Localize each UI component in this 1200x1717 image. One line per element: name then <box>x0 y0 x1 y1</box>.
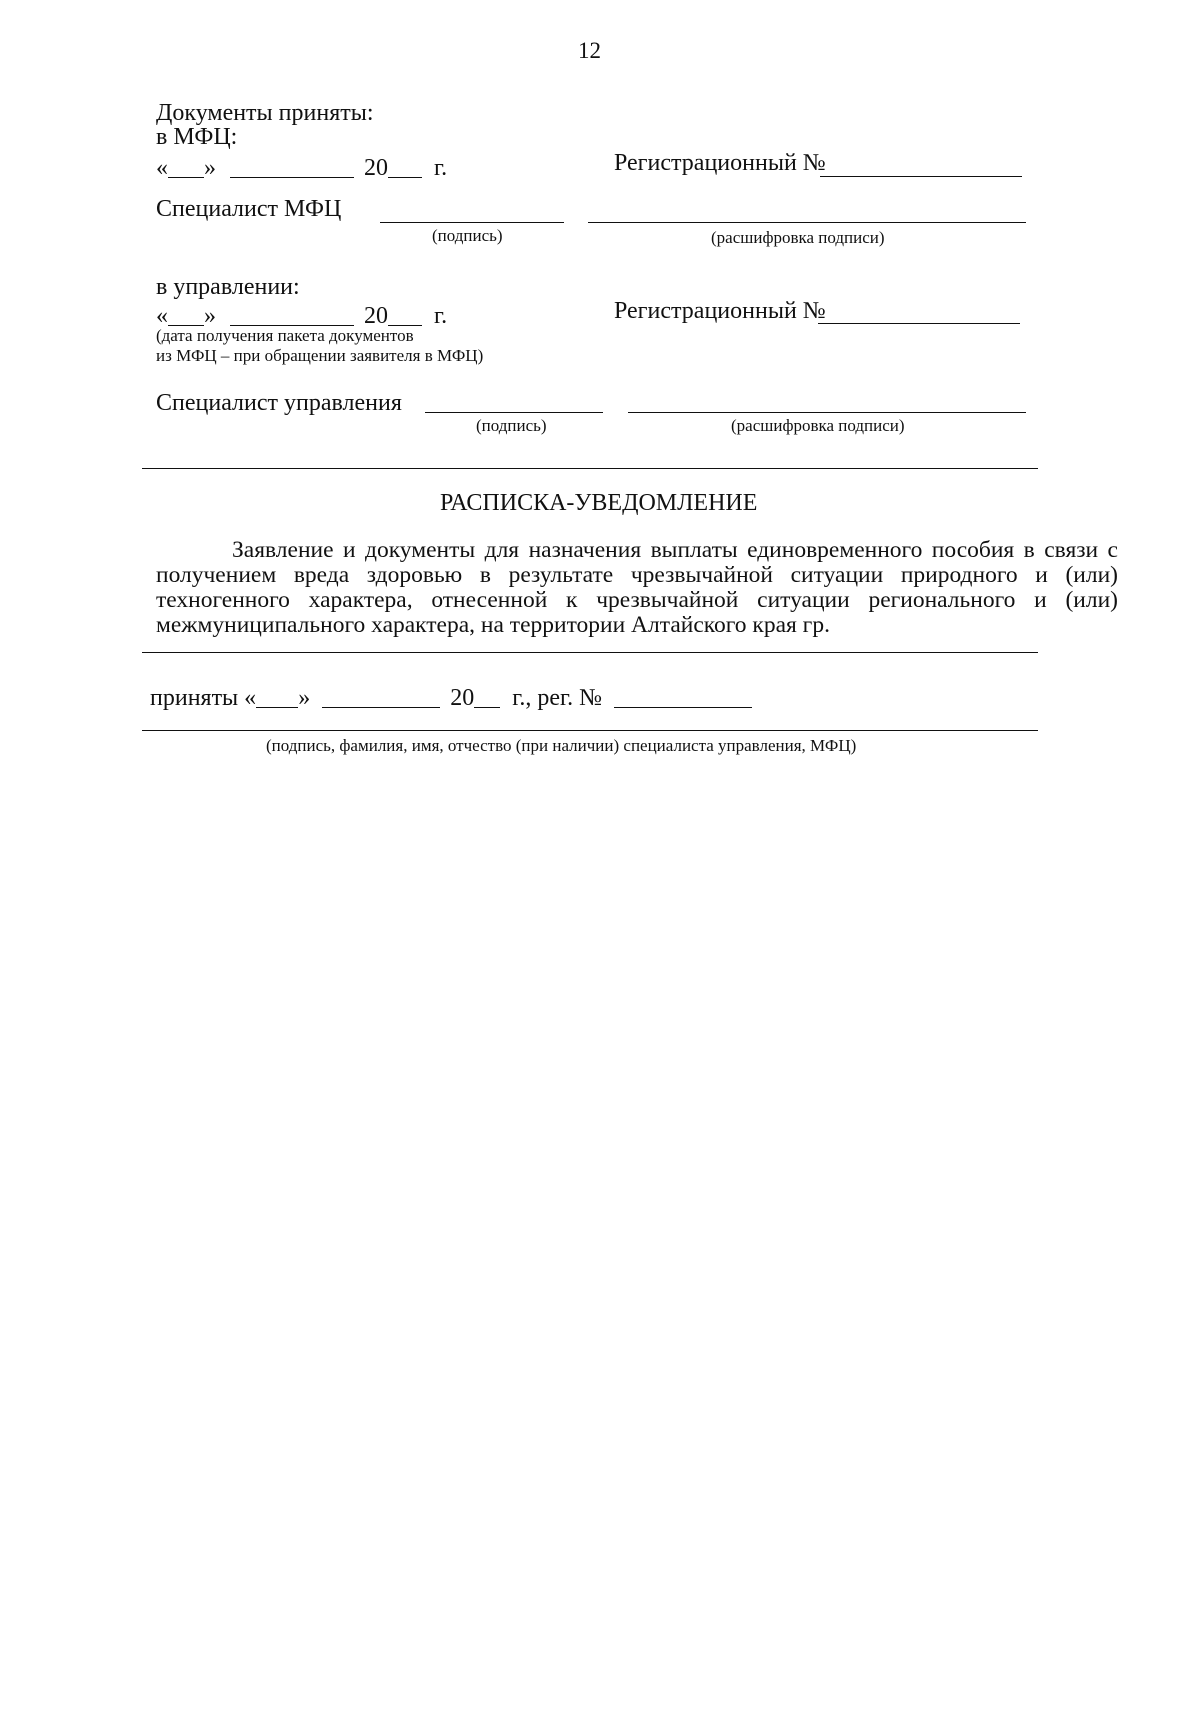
receipt-title: РАСПИСКА-УВЕДОМЛЕНИЕ <box>440 490 758 516</box>
year-blank[interactable] <box>388 153 422 178</box>
year-blank[interactable] <box>474 683 500 708</box>
in-mfc-label: в МФЦ: <box>156 124 238 150</box>
section-separator <box>142 468 1038 469</box>
page-number: 12 <box>578 38 601 63</box>
management-specialist-label: Специалист управления <box>156 390 402 416</box>
mfc-reg-label: Регистрационный № <box>614 150 826 176</box>
footer-signature-line[interactable] <box>142 730 1038 731</box>
mfc-signature-line[interactable] <box>380 222 564 223</box>
year-prefix: 20 <box>450 685 475 711</box>
footer-caption: (подпись, фамилия, имя, отчество (при наличии) специалиста управления, МФЦ) <box>266 736 857 755</box>
management-decode-line[interactable] <box>628 412 1026 413</box>
management-decode-caption: (расшифровка подписи) <box>731 416 905 435</box>
accepted-heading: Документы приняты: <box>156 100 374 126</box>
year-prefix: 20 <box>364 303 388 329</box>
mfc-decode-caption: (расшифровка подписи) <box>711 228 885 247</box>
year-suffix: г. <box>434 155 448 181</box>
management-reg-number-line[interactable] <box>818 323 1020 324</box>
management-signature-caption: (подпись) <box>476 416 547 435</box>
management-heading: в управлении: <box>156 274 300 300</box>
month-blank[interactable] <box>322 683 440 708</box>
mfc-specialist-label: Специалист МФЦ <box>156 196 342 222</box>
quote-open: « <box>156 303 168 329</box>
management-reg-label: Регистрационный № <box>614 298 826 324</box>
accepted-row <box>150 680 752 712</box>
quote-close: » <box>204 303 216 329</box>
accepted-label: приняты « <box>150 685 257 711</box>
day-blank[interactable] <box>256 683 298 708</box>
month-blank[interactable] <box>230 153 354 178</box>
management-signature-line[interactable] <box>425 412 603 413</box>
day-blank[interactable] <box>168 153 204 178</box>
applicant-name-line[interactable] <box>142 652 1038 653</box>
management-note-line1: (дата получения пакета документов <box>156 326 414 345</box>
quote-close: » <box>298 685 311 711</box>
mfc-reg-number-line[interactable] <box>820 176 1022 177</box>
quote-close: » <box>204 155 216 181</box>
quote-open: « <box>156 155 168 181</box>
receipt-body: Заявление и документы для назначения выплаты единовременного пособия в связи с получением вреда здоровью в результате чрезвычайной ситуации природного и (или) техногенного характера, отнесенной к чрезвычайной ситуации регионального и (или) межмуниципального характера, на территории Алтайского края гр. <box>156 537 1118 638</box>
month-blank[interactable] <box>230 301 354 326</box>
mfc-date-row <box>156 150 447 182</box>
year-prefix: 20 <box>364 155 388 181</box>
year-suffix: г., рег. № <box>512 685 603 711</box>
management-note-line2: из МФЦ – при обращении заявителя в МФЦ) <box>156 346 484 365</box>
mfc-decode-line[interactable] <box>588 222 1026 223</box>
mfc-signature-caption: (подпись) <box>432 226 503 245</box>
reg-number-blank[interactable] <box>614 683 752 708</box>
year-blank[interactable] <box>388 301 422 326</box>
day-blank[interactable] <box>168 301 204 326</box>
year-suffix: г. <box>434 303 448 329</box>
